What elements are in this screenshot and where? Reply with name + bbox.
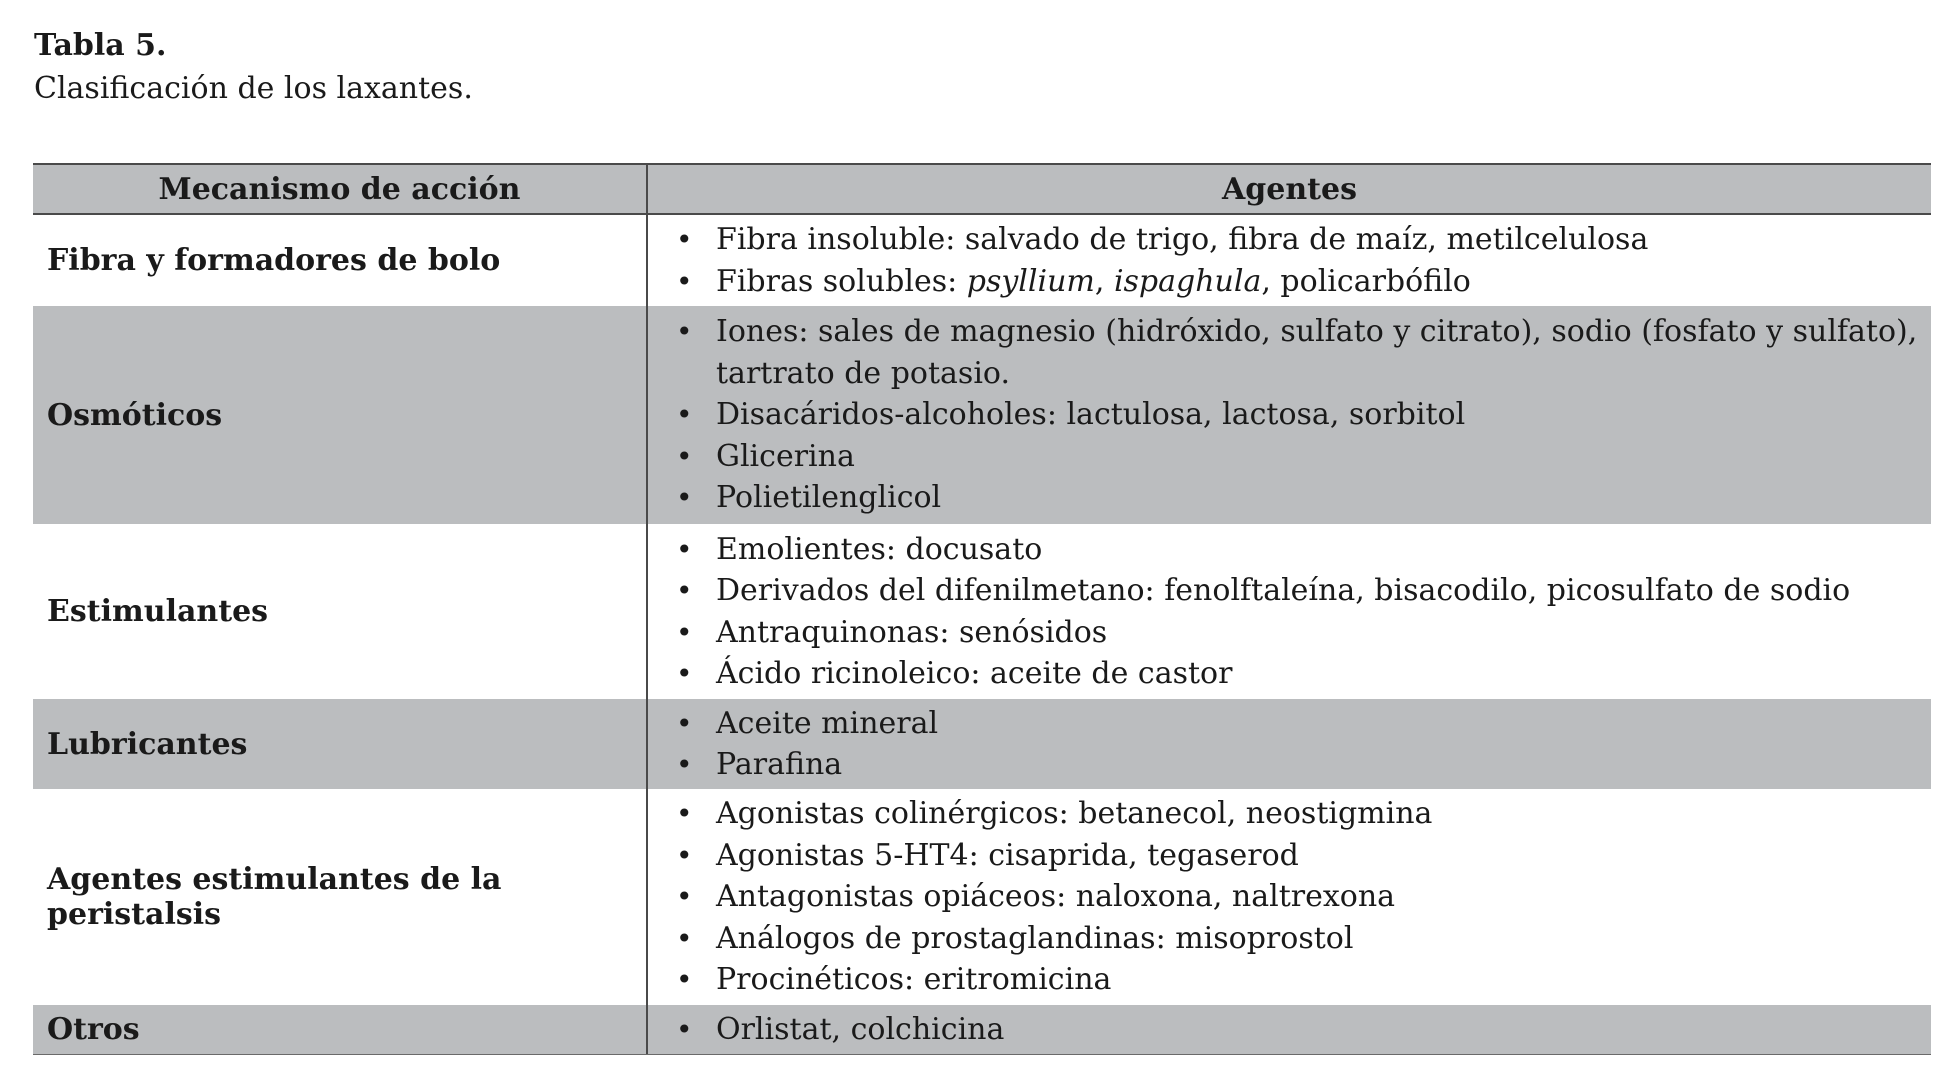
agent-item: • Emolientes: docusato	[676, 529, 1931, 571]
agent-item: • Glicerina	[676, 436, 1931, 478]
agent-item: • Análogos de prostaglandinas: misoprostol	[676, 918, 1931, 960]
agents-cell	[648, 215, 1931, 306]
agent-item: • Fibra insoluble: salvado de trigo, fibra de maíz, metilcelulosa	[676, 219, 1931, 261]
agent-item: • Disacáridos-alcoholes: lactulosa, lactosa, sorbitol	[676, 394, 1931, 436]
agent-item: • Antagonistas opiáceos: naloxona, naltrexona	[676, 876, 1931, 918]
agent-item: • Fibras solubles: psyllium, ispaghula, policarbófilo	[676, 261, 1931, 303]
table-header-row	[33, 163, 1931, 215]
table-row	[33, 524, 1931, 699]
table-row	[33, 306, 1931, 524]
table-caption	[34, 24, 473, 110]
header-mechanism: Mecanismo de acción	[33, 165, 648, 213]
agent-item: • Agonistas 5-HT4: cisaprida, tegaserod	[676, 835, 1931, 877]
table-row	[33, 1005, 1931, 1055]
header-agents: Agentes	[1222, 171, 1357, 207]
laxatives-table	[33, 163, 1931, 1055]
agent-item: • Antraquinonas: senósidos	[676, 612, 1931, 654]
agents-cell	[648, 1005, 1931, 1054]
table-title: Clasificación de los laxantes.	[34, 71, 473, 106]
agent-item: • Agonistas colinérgicos: betanecol, neostigmina	[676, 793, 1931, 835]
agents-cell	[648, 789, 1931, 1005]
agent-item: • Derivados del difenilmetano: fenolftaleína, bisacodilo, picosulfato de sodio	[676, 570, 1931, 612]
table-row	[33, 215, 1931, 306]
agents-cell	[648, 699, 1931, 789]
table-number: Tabla 5.	[34, 28, 167, 63]
mechanism-cell: Lubricantes	[33, 699, 648, 789]
mechanism-cell: Osmóticos	[33, 306, 648, 524]
mechanism-cell: Estimulantes	[33, 524, 648, 699]
agent-item: • Procinéticos: eritromicina	[676, 959, 1931, 1001]
agent-item: • Iones: sales de magnesio (hidróxido, sulfato y citrato), sodio (fosfato y sulfato), tartrato de potasio.	[676, 311, 1931, 394]
agent-item: • Ácido ricinoleico: aceite de castor	[676, 653, 1931, 695]
agent-item: • Parafina	[676, 744, 1931, 786]
mechanism-cell: Fibra y formadores de bolo	[33, 215, 648, 306]
agent-item: • Orlistat, colchicina	[676, 1009, 1931, 1051]
mechanism-cell: Agentes estimulantes de la peristalsis	[33, 789, 648, 1005]
agents-cell	[648, 306, 1931, 524]
agent-item: • Polietilenglicol	[676, 477, 1931, 519]
mechanism-cell: Otros	[33, 1005, 648, 1054]
table-row	[33, 789, 1931, 1005]
agent-item: • Aceite mineral	[676, 703, 1931, 745]
agents-cell	[648, 524, 1931, 699]
table-row	[33, 699, 1931, 789]
